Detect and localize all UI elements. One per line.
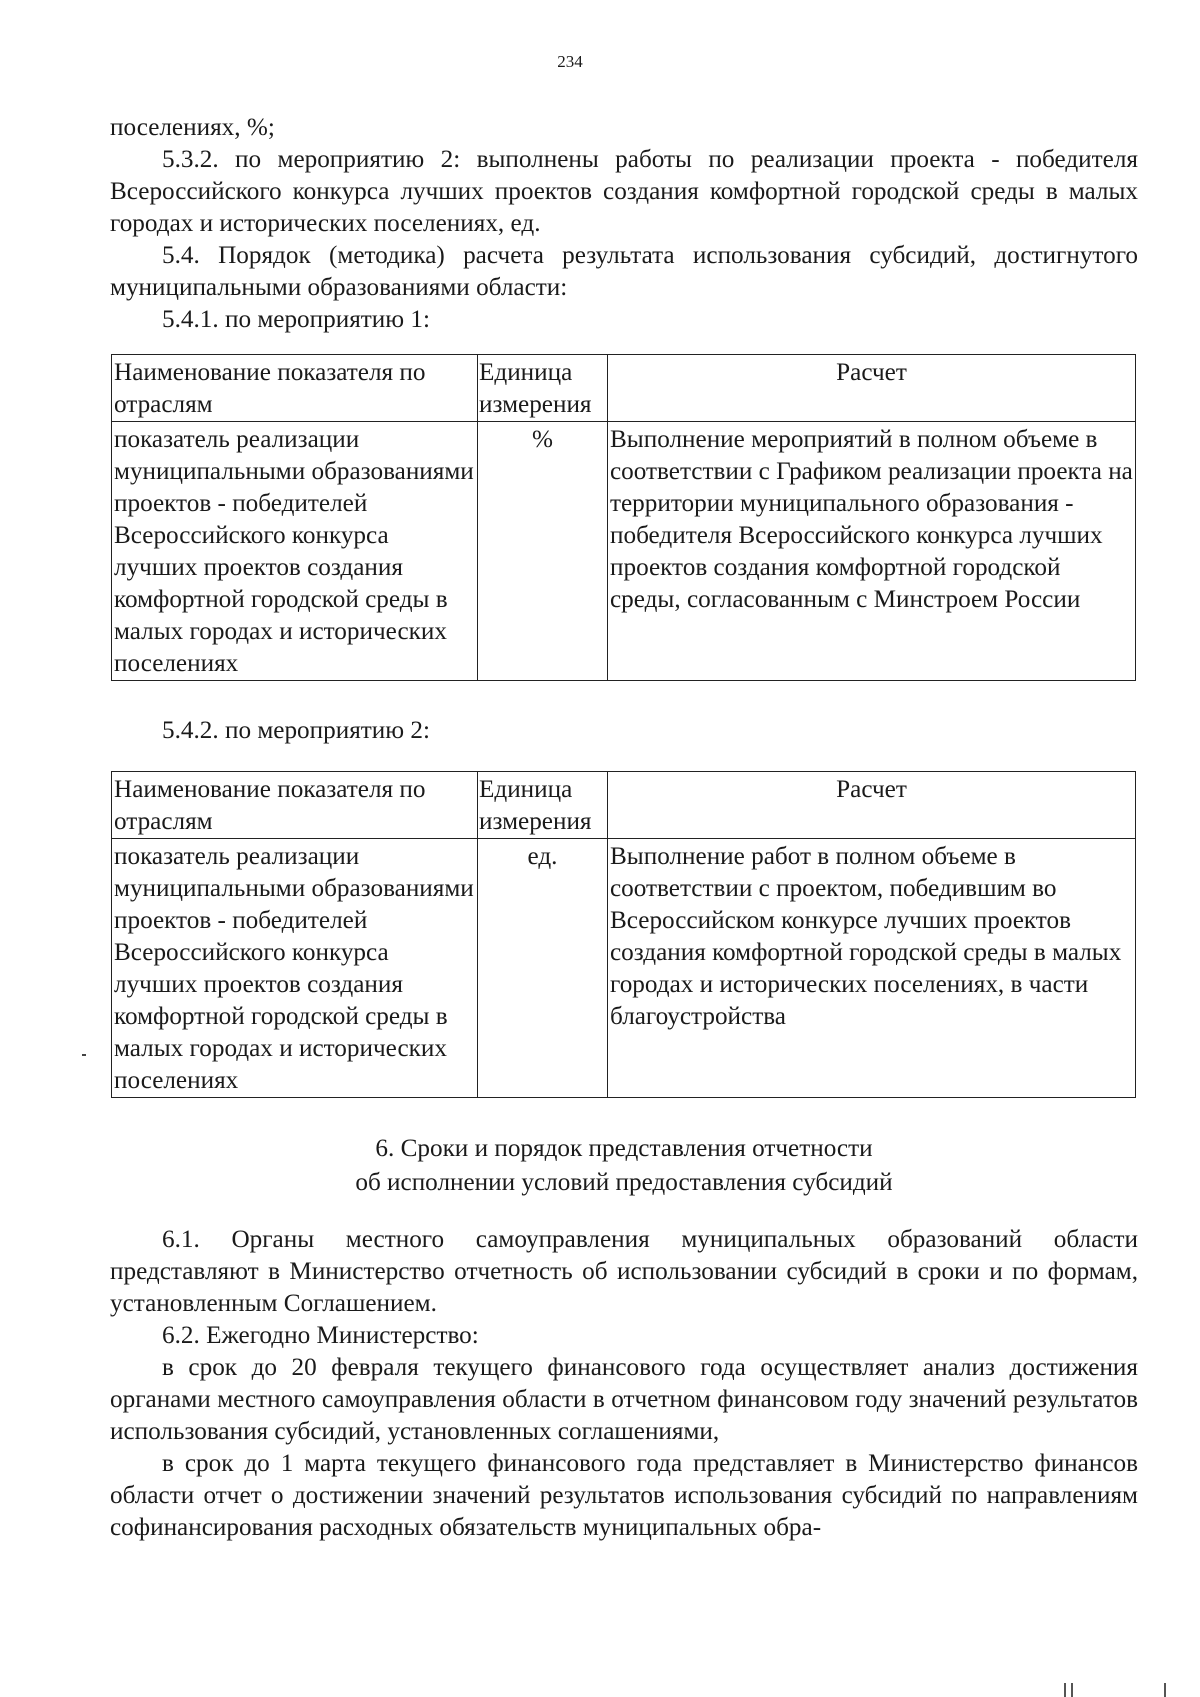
- paragraph-6-2-item-1: в срок до 20 февраля текущего финансового года осуществляет анализ достижения органами местного самоуправления области в отчетном финансовом году значений результатов использования субсидий, установленных соглашениями,: [110, 1354, 1138, 1445]
- header-calculation: Расчет: [608, 772, 1136, 839]
- header-calculation: Расчет: [608, 355, 1136, 422]
- table-row: [112, 839, 1136, 1098]
- section-6-title: [110, 1132, 1138, 1200]
- section-title-line-2: об исполнении условий предоставления субсидий: [355, 1169, 893, 1196]
- calculation-cell: Выполнение мероприятий в полном объеме в соответствии с Графиком реализации проекта на территории муниципального образования - победителя Всероссийского конкурса лучших проектов создания комфортной городской среды, согласованным с Минстроем России: [608, 422, 1136, 681]
- header-indicator-name: Наименование показателя по отраслям: [112, 772, 478, 839]
- header-unit: Единица измерения: [478, 355, 608, 422]
- scan-artifact-dot: [82, 1054, 86, 1056]
- section-title-line-1: 6. Сроки и порядок представления отчетности: [375, 1135, 873, 1162]
- table-header-row: [112, 772, 1136, 839]
- table-row: [112, 422, 1136, 681]
- paragraph-6-1: 6.1. Органы местного самоуправления муниципальных образований области представляют в Министерство отчетность об использовании субсидий в сроки и по формам, установленным Соглашением.: [110, 1226, 1138, 1317]
- scan-artifact-mark: [1071, 1683, 1073, 1697]
- paragraph-6-2-item-2: в срок до 1 марта текущего финансового года представляет в Министерство финансов области отчет о достижении значений результатов использования субсидий по направлениям софинансирования расходных обязательств муниципальных обра-: [110, 1450, 1138, 1541]
- header-unit: Единица измерения: [478, 772, 608, 839]
- paragraph-5-4-1: 5.4.1. по мероприятию 1:: [162, 306, 430, 333]
- paragraph-5-4: 5.4. Порядок (методика) расчета результата использования субсидий, достигнутого муниципальными образованиями области:: [110, 242, 1138, 301]
- indicator-table-2: [111, 771, 1136, 1098]
- paragraph-6-2: 6.2. Ежегодно Министерство:: [162, 1322, 479, 1349]
- calculation-cell: Выполнение работ в полном объеме в соответствии с проектом, победившим во Всероссийском конкурсе лучших проектов создания комфортной городской среды в малых городах и исторических поселениях, в части благоустройства: [608, 839, 1136, 1098]
- table-header-row: [112, 355, 1136, 422]
- unit-cell: ед.: [478, 839, 608, 1098]
- header-indicator-name: Наименование показателя по отраслям: [112, 355, 478, 422]
- paragraph-continuation: поселениях, %;: [110, 114, 275, 141]
- paragraph-5-3-2: 5.3.2. по мероприятию 2: выполнены работы по реализации проекта - победителя Всероссийского конкурса лучших проектов создания комфортной городской среды в малых городах и исторических поселениях, ед.: [110, 146, 1138, 237]
- scan-artifact-mark: [1064, 1683, 1066, 1697]
- page-number: 234: [557, 52, 583, 71]
- indicator-name-cell: показатель реализации муниципальными образованиями проектов - победителей Всероссийского конкурса лучших проектов создания комфортной городской среды в малых городах и исторических поселениях: [112, 839, 478, 1098]
- indicator-table-1: [111, 354, 1136, 681]
- paragraph-5-4-2: 5.4.2. по мероприятию 2:: [162, 717, 430, 744]
- unit-cell: %: [478, 422, 608, 681]
- document-body: [110, 112, 1138, 1544]
- scan-artifact-mark: [1164, 1683, 1166, 1697]
- indicator-name-cell: показатель реализации муниципальными образованиями проектов - победителей Всероссийского конкурса лучших проектов создания комфортной городской среды в малых городах и исторических поселениях: [112, 422, 478, 681]
